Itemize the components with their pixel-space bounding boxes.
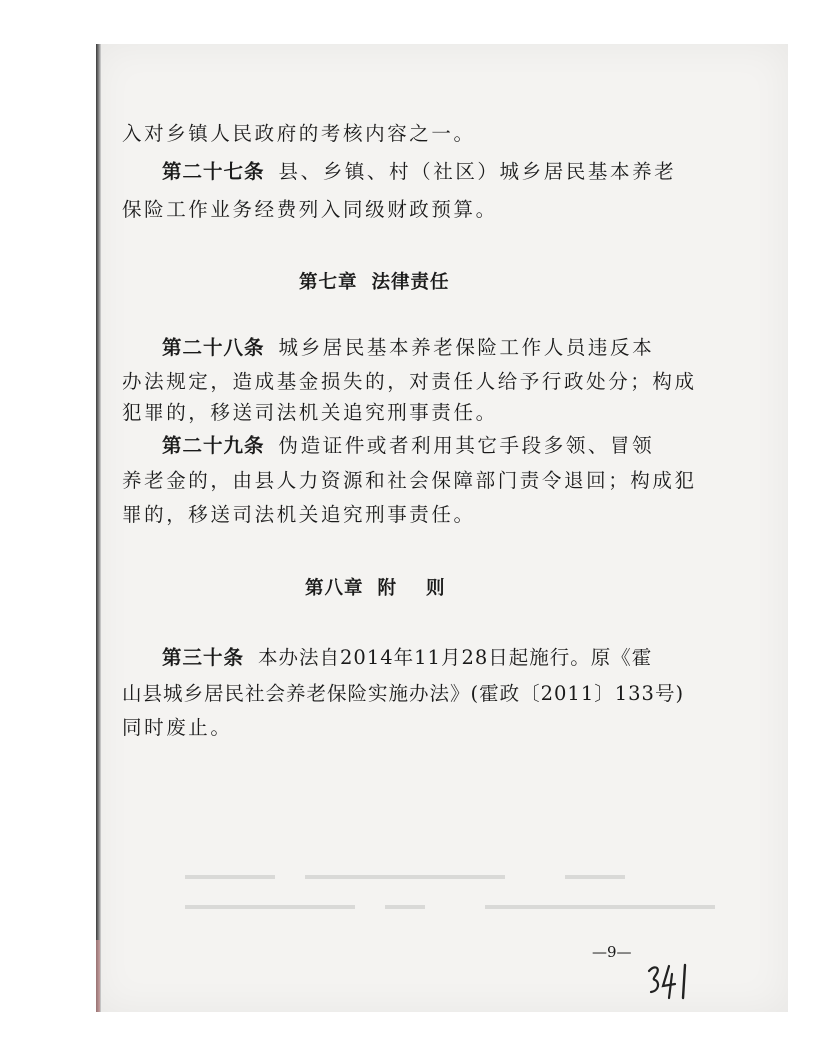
- handwritten-page-number: [645, 962, 697, 1002]
- chapter-8-heading: [305, 574, 475, 600]
- chapter-title: 附则: [377, 578, 475, 599]
- paragraph-line: [122, 718, 233, 738]
- page-number: —9—: [592, 943, 632, 961]
- line-text: 县、乡镇、村（社区）城乡居民基本养老: [278, 160, 677, 183]
- article-28-line: [162, 338, 654, 358]
- line-text: 养老金的，由县人力资源和社会保障部门责令退回；构成犯: [122, 469, 697, 492]
- line-text: 城乡居民基本养老保险工作人员违反本: [278, 336, 655, 359]
- chapter-7-heading: [299, 268, 450, 294]
- line-text: 罪的，移送司法机关追究刑事责任。: [122, 503, 476, 526]
- line-text: 本办法自2014年11月28日起施行。原《霍: [258, 646, 653, 669]
- chapter-title: 法律责任: [371, 272, 450, 293]
- article-27-heading: 第二十七条: [162, 160, 265, 183]
- show-through-text: [185, 870, 745, 884]
- paragraph-line: [122, 124, 476, 144]
- article-28-heading: 第二十八条: [162, 336, 265, 359]
- paragraph-line: [122, 471, 697, 491]
- chapter-number: 第八章: [305, 578, 364, 599]
- show-through-text: [185, 900, 745, 914]
- line-text: 山县城乡居民社会养老保险实施办法》(霍政〔2011〕133号): [122, 682, 685, 705]
- paragraph-line: [122, 505, 476, 525]
- edge-stain: [96, 940, 100, 1012]
- paragraph-line: [122, 200, 498, 220]
- line-text: 犯罪的，移送司法机关追究刑事责任。: [122, 401, 498, 424]
- article-30-line: [162, 648, 652, 668]
- article-30-heading: 第三十条: [162, 646, 245, 669]
- paragraph-line: [122, 684, 684, 704]
- article-29-line: [162, 436, 654, 456]
- line-text: 同时废止。: [122, 716, 233, 739]
- paragraph-line: [122, 403, 498, 423]
- chapter-number: 第七章: [299, 272, 358, 293]
- line-text: 办法规定，造成基金损失的，对责任人给予行政处分；构成: [122, 370, 697, 393]
- line-text: 伪造证件或者利用其它手段多领、冒领: [278, 434, 655, 457]
- line-text: 入对乡镇人民政府的考核内容之一。: [122, 122, 476, 145]
- article-29-heading: 第二十九条: [162, 434, 265, 457]
- document-page: [96, 44, 788, 1012]
- paragraph-line: [122, 372, 697, 392]
- article-27-line: [162, 162, 676, 182]
- binding-edge: [96, 44, 101, 1012]
- line-text: 保险工作业务经费列入同级财政预算。: [122, 198, 498, 221]
